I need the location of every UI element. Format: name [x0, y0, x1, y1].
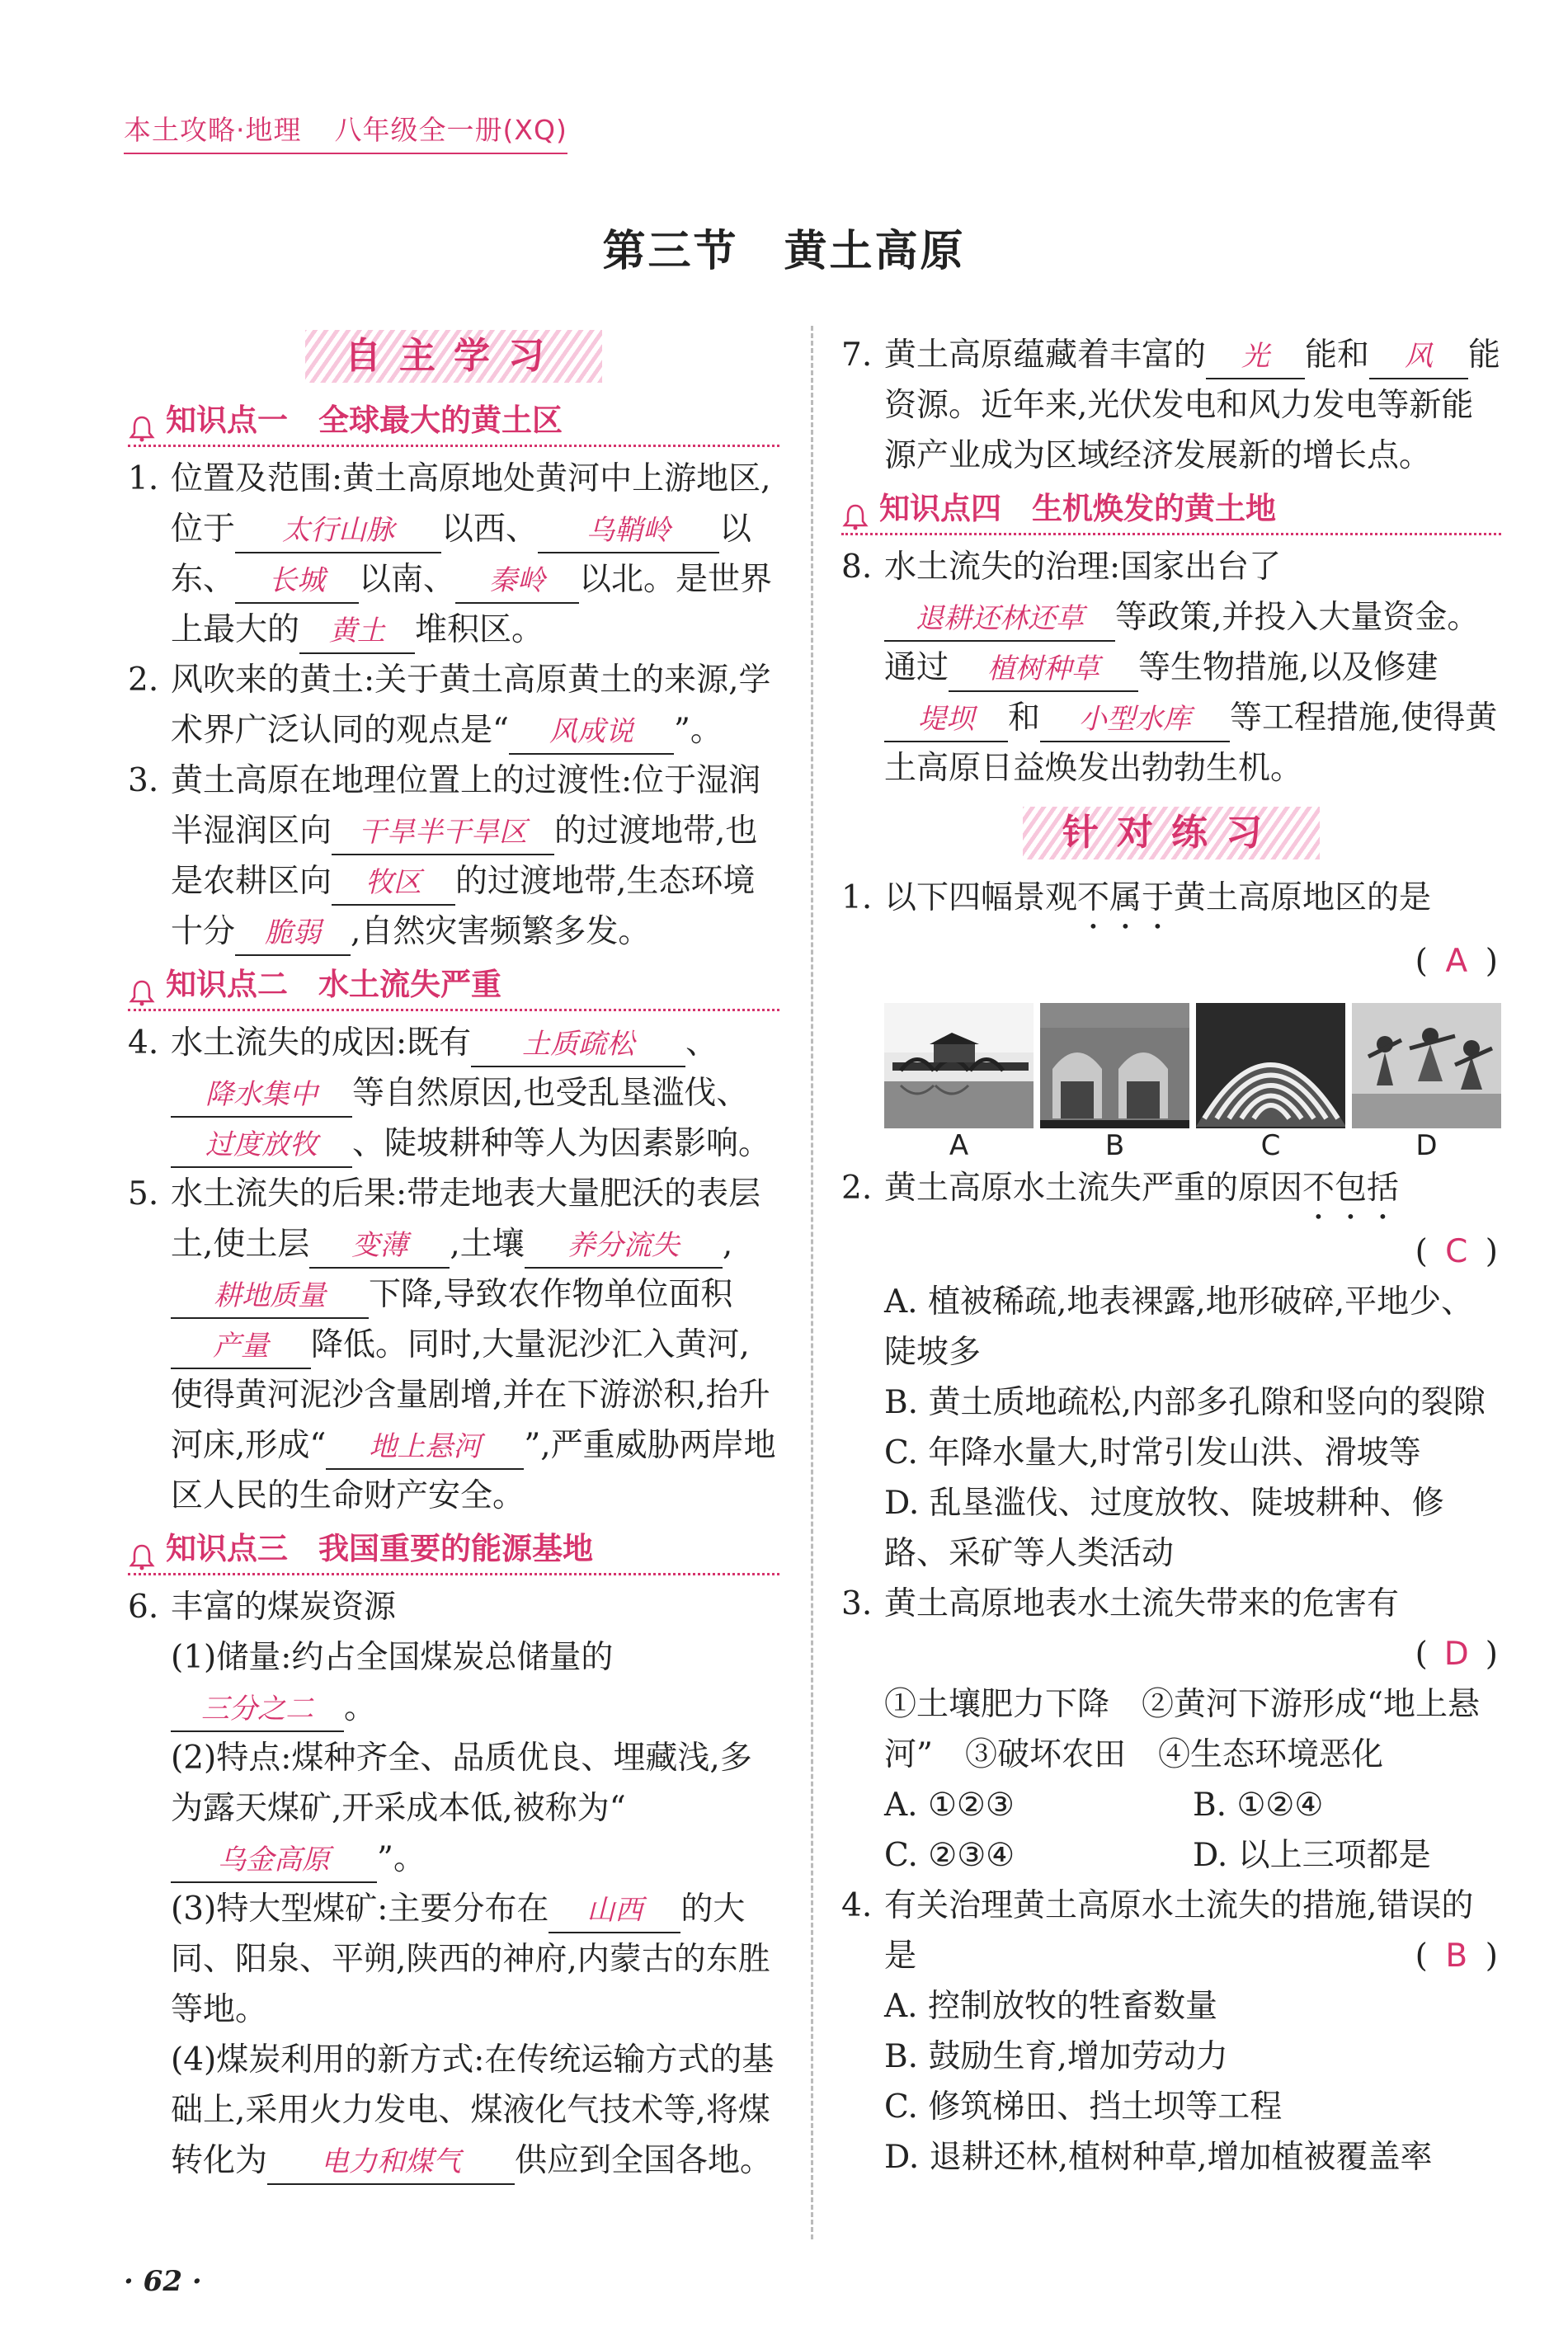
question-1: [128, 454, 779, 655]
answer-blank: 秦岭: [455, 559, 579, 604]
text: ”。: [673, 712, 723, 749]
answer-blank: 降水集中: [171, 1073, 352, 1118]
text: 风吹来的黄土:关于黄土高原黄土的来源,学术界广泛认同的观点是“: [171, 662, 771, 749]
text: 、: [685, 1024, 718, 1062]
answer-blank: 乌金高原: [171, 1839, 377, 1883]
text: 以西、: [441, 511, 539, 548]
text: (1)储量:约占全国煤炭总储量的: [171, 1639, 614, 1676]
kp-label: 知识点三 我国重要的能源基地: [166, 1531, 593, 1566]
page-number: · 62 ·: [124, 2265, 202, 2298]
photo-c-terraced-fields: [1196, 1003, 1345, 1128]
answer-blank: 耕地质量: [171, 1274, 369, 1319]
question-6: [128, 1582, 779, 1632]
photo-label: D: [1415, 1129, 1438, 1162]
text: 水土流失的后果:带走地表大量肥沃的表层土,使土层: [171, 1175, 761, 1263]
emphasis-text: 不包括: [1302, 1170, 1400, 1207]
answer-blank: 堤坝: [884, 698, 1008, 742]
text: 以东、: [171, 511, 752, 598]
knowledge-point-4: [841, 484, 1501, 535]
bell-icon: [128, 407, 156, 434]
answer-blank: 地上悬河: [326, 1425, 524, 1470]
option-b: B. 鼓励生育,增加劳动力: [884, 2038, 1228, 2075]
question-number: 7.: [841, 337, 873, 374]
text: 水土流失的成因:既有: [171, 1024, 472, 1062]
answer-blank: 黄土: [299, 610, 415, 654]
text: 和: [1008, 699, 1041, 737]
column-divider: [811, 326, 813, 2239]
question-7: [841, 330, 1501, 481]
answer-blank: 乌鞘岭: [538, 509, 719, 553]
option-a: A. ①②③: [884, 1787, 1015, 1824]
bell-icon: [841, 496, 869, 522]
text: 以南、: [359, 561, 456, 598]
options-grid: [841, 1780, 1501, 1881]
answer-blank: 退耕还林还草: [884, 597, 1115, 642]
text: 以下四幅景观: [884, 879, 1078, 916]
answer-blank: 风成说: [509, 710, 674, 755]
bell-icon: [128, 972, 156, 998]
practice-question-2: [841, 1163, 1501, 1227]
option-b: B. 黄土质地疏松,内部多孔隙和竖向的裂隙: [884, 1384, 1486, 1421]
option-b: B. ①②④: [1193, 1787, 1324, 1824]
bell-icon: [128, 1536, 156, 1562]
question-number: 3.: [128, 762, 159, 799]
answer-blank: 小型水库: [1040, 698, 1230, 742]
text: 丰富的煤炭资源: [171, 1589, 397, 1626]
text: 黄土高原地区的是: [1174, 879, 1432, 916]
question-number: 2.: [841, 1170, 873, 1207]
text: 的过渡地带,也是农耕区向: [171, 812, 758, 900]
kp-label: 知识点二 水土流失严重: [166, 967, 501, 1002]
right-column: [841, 330, 1501, 2182]
question-4: [128, 1018, 779, 1169]
option-a: A. 植被稀疏,地表裸露,地形破碎,平地少、陡坡多: [884, 1283, 1474, 1371]
landscape-photos: [884, 1003, 1501, 1128]
photo-label: A: [949, 1129, 969, 1162]
answer-blank: 产量: [171, 1325, 311, 1369]
text: 供应到全国各地。: [515, 2142, 773, 2179]
question-6-part-1: [128, 1632, 779, 1733]
text: ”。: [377, 1840, 426, 1877]
text: 的大同、阳泉、平朔,陕西的神府,内蒙古的东胜等地。: [171, 1890, 770, 2028]
knowledge-point-2: [128, 960, 779, 1011]
running-header: [124, 109, 567, 154]
text: 能和: [1305, 337, 1370, 374]
text: ,土壤: [450, 1226, 525, 1263]
text: 等生物措施,以及修建: [1138, 649, 1439, 686]
question-number: 4.: [841, 1887, 873, 1924]
text: 。: [344, 1689, 377, 1726]
answer-blank: 光: [1206, 335, 1305, 379]
answer-blank: 变薄: [309, 1224, 450, 1269]
answer-blank: 养分流失: [525, 1224, 723, 1269]
text: 位置及范围:黄土高原地处黄河中上游地区,位于: [171, 460, 771, 548]
emphasis-text: 不属于: [1077, 879, 1175, 916]
text: 等工程措施,使得黄土高原日益焕发出勃勃生机。: [884, 699, 1498, 787]
answer-blank: 植树种草: [949, 647, 1138, 692]
option-c: C. 年降水量大,时常引发山洪、滑坡等: [884, 1434, 1421, 1471]
practice-banner: 针对练习: [1023, 807, 1320, 859]
option-c: C. ②③④: [884, 1837, 1015, 1874]
book-name: 本土攻略·地理: [124, 114, 302, 146]
text: 的过渡地带,生态环境十分: [171, 863, 756, 950]
statement-list: ①土壤肥力下降 ②黄河下游形成“地上悬河” ③破坏农田 ④生态环境恶化: [884, 1686, 1480, 1773]
answer-bracket: ( A ): [841, 936, 1501, 986]
question-6-part-2: [128, 1733, 779, 1884]
answer-blank: 土质疏松: [471, 1023, 685, 1067]
answer-blank: 三分之二: [171, 1688, 344, 1732]
practice-question-3: [841, 1579, 1501, 1629]
answer-blank: 干旱半干旱区: [332, 811, 554, 855]
text: 降低。同时,大量泥沙汇入黄河,使得黄河泥沙含量剧增,并在下游淤积,抬升河床,形成“: [171, 1326, 770, 1464]
practice-question-1: [841, 873, 1501, 936]
answer-blank: 牧区: [332, 861, 455, 906]
answer-bracket: ( B ): [841, 1931, 1501, 1981]
grade-label: 八年级全一册(XQ): [334, 114, 567, 146]
kp-label: 知识点一 全球最大的黄土区: [166, 403, 563, 438]
question-6-part-4: [128, 2035, 779, 2186]
answer-choice: B: [1445, 1938, 1468, 1975]
text: 有关治理黄土高原水土流失的措施,错误的是: [884, 1887, 1474, 1975]
answer-blank: 风: [1369, 335, 1468, 379]
photo-b-cave-dwellings: [1040, 1003, 1189, 1128]
option-c: C. 修筑梯田、挡土坝等工程: [884, 2088, 1283, 2126]
kp-label: 知识点四 生机焕发的黄土地: [879, 491, 1276, 526]
answer-bracket: ( C ): [841, 1227, 1501, 1277]
question-3: [128, 756, 779, 957]
text: 能资源。近年来,光伏发电和风力发电等新能源产业成为区域经济发展新的增长点。: [884, 337, 1501, 474]
photo-labels: [884, 1128, 1501, 1163]
section-title: 第三节 黄土高原: [602, 226, 966, 276]
text: 黄土高原蕴藏着丰富的: [884, 337, 1207, 374]
question-number: 8.: [841, 549, 873, 586]
question-number: 4.: [128, 1024, 159, 1062]
text: 黄土高原在地理位置上的过渡性:位于湿润半湿润区向: [171, 762, 761, 850]
answer-blank: 电力和煤气: [267, 2140, 515, 2185]
answer-blank: 脆弱: [235, 911, 351, 956]
text: 等政策,并投入大量资金。通过: [884, 599, 1480, 686]
knowledge-point-1: [128, 396, 779, 447]
answer-choice: A: [1445, 943, 1468, 980]
question-5: [128, 1169, 779, 1521]
answer-blank: 过度放牧: [171, 1123, 352, 1168]
answer-bracket: ( D ): [841, 1629, 1501, 1679]
question-number: 1.: [128, 460, 159, 497]
left-column: [128, 330, 779, 2186]
answer-blank: 长城: [235, 559, 359, 604]
answer-blank: 太行山脉: [235, 509, 441, 553]
text: (3)特大型煤矿:主要分布在: [171, 1890, 549, 1928]
question-6-part-3: [128, 1884, 779, 2035]
knowledge-point-3: [128, 1524, 779, 1575]
photo-a-stone-bridge: [884, 1003, 1034, 1128]
question-8: [841, 542, 1501, 793]
text: 堆积区。: [415, 611, 544, 648]
text: ”,严重威胁两岸地区人民的生命财产安全。: [171, 1427, 776, 1514]
question-2: [128, 655, 779, 756]
text: ,自然灾害频繁多发。: [351, 913, 651, 950]
question-number: 6.: [128, 1589, 159, 1626]
option-d: D. 退耕还林,植树种草,增加植被覆盖率: [884, 2139, 1433, 2176]
answer-choice: C: [1445, 1233, 1468, 1270]
text: 下降,导致农作物单位面积: [369, 1276, 733, 1313]
option-d: D. 以上三项都是: [1193, 1837, 1431, 1874]
option-a: A. 控制放牧的牲畜数量: [884, 1988, 1217, 2025]
text: 黄土高原水土流失严重的原因: [884, 1170, 1303, 1207]
self-study-banner: 自主学习: [305, 330, 602, 383]
question-number: 2.: [128, 662, 159, 699]
text: 等自然原因,也受乱垦滥伐、: [352, 1075, 749, 1112]
text: 、陡坡耕种等人为因素影响。: [352, 1125, 771, 1162]
text: 水土流失的治理:国家出台了: [884, 549, 1282, 586]
text: (2)特点:煤种齐全、品质优良、埋藏浅,多为露天煤矿,开采成本低,被称为“: [171, 1740, 752, 1827]
text: (4)煤炭利用的新方式:在传统运输方式的基础上,采用火力发电、煤液化气技术等,将煤转化为: [171, 2041, 775, 2179]
photo-label: B: [1104, 1129, 1125, 1162]
practice-question-4: [841, 1881, 1501, 1981]
option-d: D. 乱垦滥伐、过度放牧、陡坡耕种、修路、采矿等人类活动: [884, 1485, 1444, 1572]
text: ,: [722, 1226, 733, 1263]
text: 以北。是世界上最大的: [171, 561, 773, 648]
answer-blank: 山西: [549, 1889, 680, 1933]
photo-label: C: [1260, 1129, 1281, 1162]
photo-d-waist-drum-dance: [1352, 1003, 1501, 1128]
question-number: 5.: [128, 1175, 159, 1212]
question-number: 1.: [841, 879, 873, 916]
question-number: 3.: [841, 1585, 873, 1622]
text: 黄土高原地表水土流失带来的危害有: [884, 1585, 1400, 1622]
answer-choice: D: [1443, 1636, 1469, 1673]
